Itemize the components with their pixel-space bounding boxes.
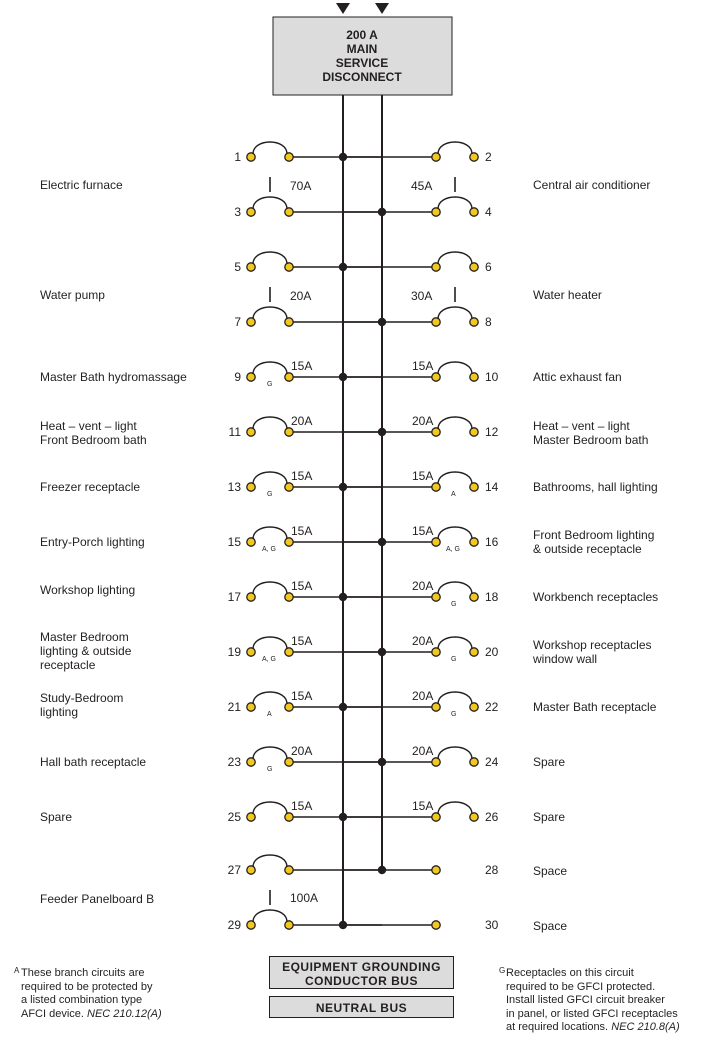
breaker-terminal-line-4 [470, 208, 478, 216]
breaker-6-symbol [438, 252, 472, 264]
breaker-terminal-load-1 [285, 153, 293, 161]
right-label-attic-exhaust-fan: Attic exhaust fan [533, 370, 622, 384]
marker-21: A [267, 711, 272, 718]
breaker-terminal-load-2 [432, 153, 440, 161]
circuit-number-14: 14 [485, 480, 499, 494]
breaker-terminal-load-29 [285, 921, 293, 929]
left-label-entry-porch-lighting: Entry-Porch lighting [40, 535, 145, 549]
breaker-11-symbol [253, 417, 287, 429]
right-label-bathrooms-hall-lighting: Bathrooms, hall lighting [533, 480, 658, 494]
left-label-spare: Spare [40, 810, 73, 824]
breaker-terminal-line-26 [470, 813, 478, 821]
circuit-number-27: 27 [227, 863, 241, 877]
main-disconnect-line3: SERVICE [335, 56, 389, 70]
breaker-terminal-load-8 [432, 318, 440, 326]
rating-21: 15A [291, 689, 313, 703]
circuit-number-16: 16 [485, 535, 499, 549]
afci-footnote-ref: NEC 210.12(A) [87, 1007, 162, 1020]
breaker-terminal-line-20 [470, 648, 478, 656]
breaker-terminal-load-27 [285, 866, 293, 874]
breaker-15-symbol [253, 527, 287, 539]
marker-22: G [451, 711, 457, 718]
bus-connection-27-28 [378, 866, 386, 874]
breaker-terminal-line-25 [247, 813, 255, 821]
breaker-24-symbol [438, 747, 472, 759]
circuit-number-1: 1 [234, 150, 241, 164]
left-label-electric-furnace: Electric furnace [40, 178, 123, 192]
space-terminal-30 [432, 921, 440, 929]
circuit-number-30: 30 [485, 918, 499, 932]
breaker-terminal-line-29 [247, 921, 255, 929]
breaker-25-symbol [253, 802, 287, 814]
rating-2-4: 45A [411, 179, 433, 193]
breaker-terminal-line-9 [247, 373, 255, 381]
marker-13: G [267, 491, 273, 498]
breaker-19-symbol [253, 637, 287, 649]
bus-connection-13-14 [339, 483, 347, 491]
rating-16: 15A [412, 524, 434, 538]
rating-24: 20A [412, 744, 434, 758]
breaker-terminal-load-22 [432, 703, 440, 711]
circuit-number-13: 13 [227, 480, 241, 494]
circuit-number-10: 10 [485, 370, 499, 384]
breaker-terminal-load-4 [432, 208, 440, 216]
breaker-terminal-line-12 [470, 428, 478, 436]
left-label-study-bedroom-lighting: Study-Bedroom lighting [40, 691, 124, 719]
left-label-heat-vent-light-front: Heat – vent – light Front Bedroom bath [40, 419, 147, 447]
circuit-number-23: 23 [227, 755, 241, 769]
bus-connection-23-24 [378, 758, 386, 766]
breaker-terminal-line-27 [247, 866, 255, 874]
breaker-terminal-line-18 [470, 593, 478, 601]
rating-13: 15A [291, 469, 313, 483]
breaker-9-symbol [253, 362, 287, 374]
circuit-number-4: 4 [485, 205, 492, 219]
marker-16: A, G [446, 546, 461, 553]
afci-footnote [21, 967, 251, 1021]
bus-connection-17-18 [339, 593, 347, 601]
breaker-10-symbol [438, 362, 472, 374]
breaker-terminal-load-26 [432, 813, 440, 821]
right-label-workshop-receptacles: Workshop receptacles window wall [533, 638, 652, 666]
bus-connection-15-16 [378, 538, 386, 546]
bus-connection-11-12 [378, 428, 386, 436]
rating-14: 15A [412, 469, 434, 483]
circuit-number-15: 15 [227, 535, 241, 549]
left-label-hall-bath-receptacle: Hall bath receptacle [40, 755, 147, 769]
circuit-number-29: 29 [227, 918, 241, 932]
breaker-26-symbol [438, 802, 472, 814]
right-label-front-bedroom-lighting: Front Bedroom lighting & outside receptacle [533, 528, 655, 556]
circuit-number-12: 12 [485, 425, 499, 439]
breaker-terminal-load-14 [432, 483, 440, 491]
right-label-workbench-receptacles: Workbench receptacles [533, 590, 659, 604]
rating-9: 15A [291, 359, 313, 373]
breaker-5-symbol [253, 252, 287, 264]
rating-23: 20A [291, 744, 313, 758]
breaker-terminal-load-10 [432, 373, 440, 381]
marker-18: G [451, 601, 457, 608]
circuit-number-3: 3 [234, 205, 241, 219]
breaker-terminal-line-1 [247, 153, 255, 161]
bus-connection-9-10 [339, 373, 347, 381]
circuit-number-26: 26 [485, 810, 499, 824]
breaker-terminal-line-7 [247, 318, 255, 326]
breaker-terminal-load-18 [432, 593, 440, 601]
afci-footnote-text: These branch circuits are required to be protected by a listed combination type AFCI device. [21, 967, 153, 1020]
circuit-number-7: 7 [234, 315, 241, 329]
breaker-terminal-load-6 [432, 263, 440, 271]
right-label-spare-24: Spare [533, 755, 566, 769]
breaker-terminal-line-5 [247, 263, 255, 271]
breaker-terminal-load-25 [285, 813, 293, 821]
marker-9: G [267, 381, 273, 388]
bus-connection-3-4 [378, 208, 386, 216]
bus-connection-29-30 [339, 921, 347, 929]
breaker-terminal-load-15 [285, 538, 293, 546]
marker-20: G [451, 656, 457, 663]
main-disconnect-line4: DISCONNECT [322, 70, 402, 84]
circuit-number-19: 19 [227, 645, 241, 659]
breaker-terminal-load-5 [285, 263, 293, 271]
left-label-feeder-panelboard-b: Feeder Panelboard B [40, 892, 155, 906]
left-label-master-bath-hydromassage: Master Bath hydromassage [40, 370, 187, 384]
breaker-terminal-line-3 [247, 208, 255, 216]
circuit-number-20: 20 [485, 645, 499, 659]
breaker-terminal-load-24 [432, 758, 440, 766]
rating-27-29: 100A [290, 891, 319, 905]
breaker-terminal-load-16 [432, 538, 440, 546]
rating-22: 20A [412, 689, 434, 703]
right-label-space-30: Space [533, 919, 568, 933]
circuit-number-28: 28 [485, 863, 499, 877]
breaker-7-symbol [253, 307, 287, 319]
breaker-terminal-line-13 [247, 483, 255, 491]
bus-connection-5-6 [339, 263, 347, 271]
rating-17: 15A [291, 579, 313, 593]
breaker-3-symbol [253, 197, 287, 209]
left-label-workshop-lighting: Workshop lighting [40, 583, 136, 597]
breaker-terminal-load-9 [285, 373, 293, 381]
main-disconnect-rating: 200 A [346, 28, 378, 42]
breaker-23-symbol [253, 747, 287, 759]
neutral-bus: NEUTRAL BUS [269, 996, 454, 1018]
gfci-footnote-mark: G [499, 966, 506, 975]
breaker-terminal-load-11 [285, 428, 293, 436]
breaker-14-symbol [438, 472, 472, 484]
rating-18: 20A [412, 579, 434, 593]
bus-connection-19-20 [378, 648, 386, 656]
space-terminal-28 [432, 866, 440, 874]
right-label-water-heater: Water heater [533, 288, 602, 302]
breaker-terminal-line-10 [470, 373, 478, 381]
circuit-number-17: 17 [227, 590, 241, 604]
breaker-8-symbol [438, 307, 472, 319]
breaker-terminal-line-16 [470, 538, 478, 546]
circuit-number-22: 22 [485, 700, 499, 714]
breaker-29-symbol [253, 910, 287, 922]
breaker-2-symbol [438, 142, 472, 154]
breaker-terminal-line-22 [470, 703, 478, 711]
gfci-footnote [506, 967, 721, 1035]
circuit-number-5: 5 [234, 260, 241, 274]
marker-14: A [451, 491, 456, 498]
breaker-terminal-load-13 [285, 483, 293, 491]
right-label-spare-26: Spare [533, 810, 566, 824]
breaker-terminal-load-12 [432, 428, 440, 436]
breaker-terminal-line-15 [247, 538, 255, 546]
breaker-27-symbol [253, 855, 287, 867]
rating-10: 15A [412, 359, 434, 373]
breaker-4-symbol [438, 197, 472, 209]
rating-26: 15A [412, 799, 434, 813]
rating-20: 20A [412, 634, 434, 648]
circuit-number-6: 6 [485, 260, 492, 274]
breaker-terminal-line-21 [247, 703, 255, 711]
circuit-number-25: 25 [227, 810, 241, 824]
breaker-13-symbol [253, 472, 287, 484]
marker-15: A, G [262, 546, 277, 553]
right-label-heat-vent-light-master: Heat – vent – light Master Bedroom bath [533, 419, 649, 447]
breaker-terminal-load-17 [285, 593, 293, 601]
breaker-terminal-load-7 [285, 318, 293, 326]
breaker-terminal-line-8 [470, 318, 478, 326]
circuit-number-18: 18 [485, 590, 499, 604]
bus-connection-25-26 [339, 813, 347, 821]
breaker-terminal-line-23 [247, 758, 255, 766]
breaker-terminal-line-17 [247, 593, 255, 601]
breaker-1-symbol [253, 142, 287, 154]
breaker-terminal-load-23 [285, 758, 293, 766]
breaker-terminal-load-21 [285, 703, 293, 711]
breaker-22-symbol [438, 692, 472, 704]
breaker-terminal-line-19 [247, 648, 255, 656]
breaker-terminal-line-2 [470, 153, 478, 161]
breaker-terminal-load-20 [432, 648, 440, 656]
rating-19: 15A [291, 634, 313, 648]
circuit-number-21: 21 [227, 700, 241, 714]
breaker-terminal-load-3 [285, 208, 293, 216]
service-conductor-arrow-left [336, 3, 350, 14]
breaker-terminal-load-19 [285, 648, 293, 656]
rating-1-3: 70A [290, 179, 312, 193]
rating-25: 15A [291, 799, 313, 813]
circuit-number-2: 2 [485, 150, 492, 164]
rating-15: 15A [291, 524, 313, 538]
gfci-footnote-text: Receptacles on this circuit required to be GFCI protected. Install listed GFCI circuit breaker in panel, or listed GFCI receptacles at required locations. [506, 967, 678, 1033]
afci-footnote-mark: A [14, 966, 20, 975]
marker-23: G [267, 766, 273, 773]
gfci-footnote-ref: NEC 210.8(A) [611, 1021, 680, 1033]
circuit-number-8: 8 [485, 315, 492, 329]
bus-connection-7-8 [378, 318, 386, 326]
rating-12: 20A [412, 414, 434, 428]
right-label-central-air: Central air conditioner [533, 178, 651, 192]
rating-11: 20A [291, 414, 313, 428]
breaker-16-symbol [438, 527, 472, 539]
marker-19: A, G [262, 656, 277, 663]
right-label-master-bath-receptacle: Master Bath receptacle [533, 700, 657, 714]
equipment-grounding-bus: EQUIPMENT GROUNDING CONDUCTOR BUS [269, 956, 454, 989]
left-label-freezer-receptacle: Freezer receptacle [40, 480, 141, 494]
breaker-terminal-line-24 [470, 758, 478, 766]
breaker-21-symbol [253, 692, 287, 704]
rating-6-8: 30A [411, 289, 433, 303]
circuit-number-9: 9 [234, 370, 241, 384]
breaker-17-symbol [253, 582, 287, 594]
service-conductor-arrow-right [375, 3, 389, 14]
rating-5-7: 20A [290, 289, 312, 303]
breaker-18-symbol [438, 582, 472, 594]
circuit-number-24: 24 [485, 755, 499, 769]
breaker-terminal-line-6 [470, 263, 478, 271]
breaker-terminal-line-14 [470, 483, 478, 491]
breaker-20-symbol [438, 637, 472, 649]
left-label-master-bedroom-lighting: Master Bedroom lighting & outside receptacle [40, 630, 132, 672]
main-disconnect-line2: MAIN [346, 42, 378, 56]
breaker-terminal-line-11 [247, 428, 255, 436]
right-label-space-28: Space [533, 864, 568, 878]
bus-connection-21-22 [339, 703, 347, 711]
circuit-number-11: 11 [228, 425, 241, 439]
left-label-water-pump: Water pump [40, 288, 105, 302]
breaker-12-symbol [438, 417, 472, 429]
bus-connection-1-2 [339, 153, 347, 161]
